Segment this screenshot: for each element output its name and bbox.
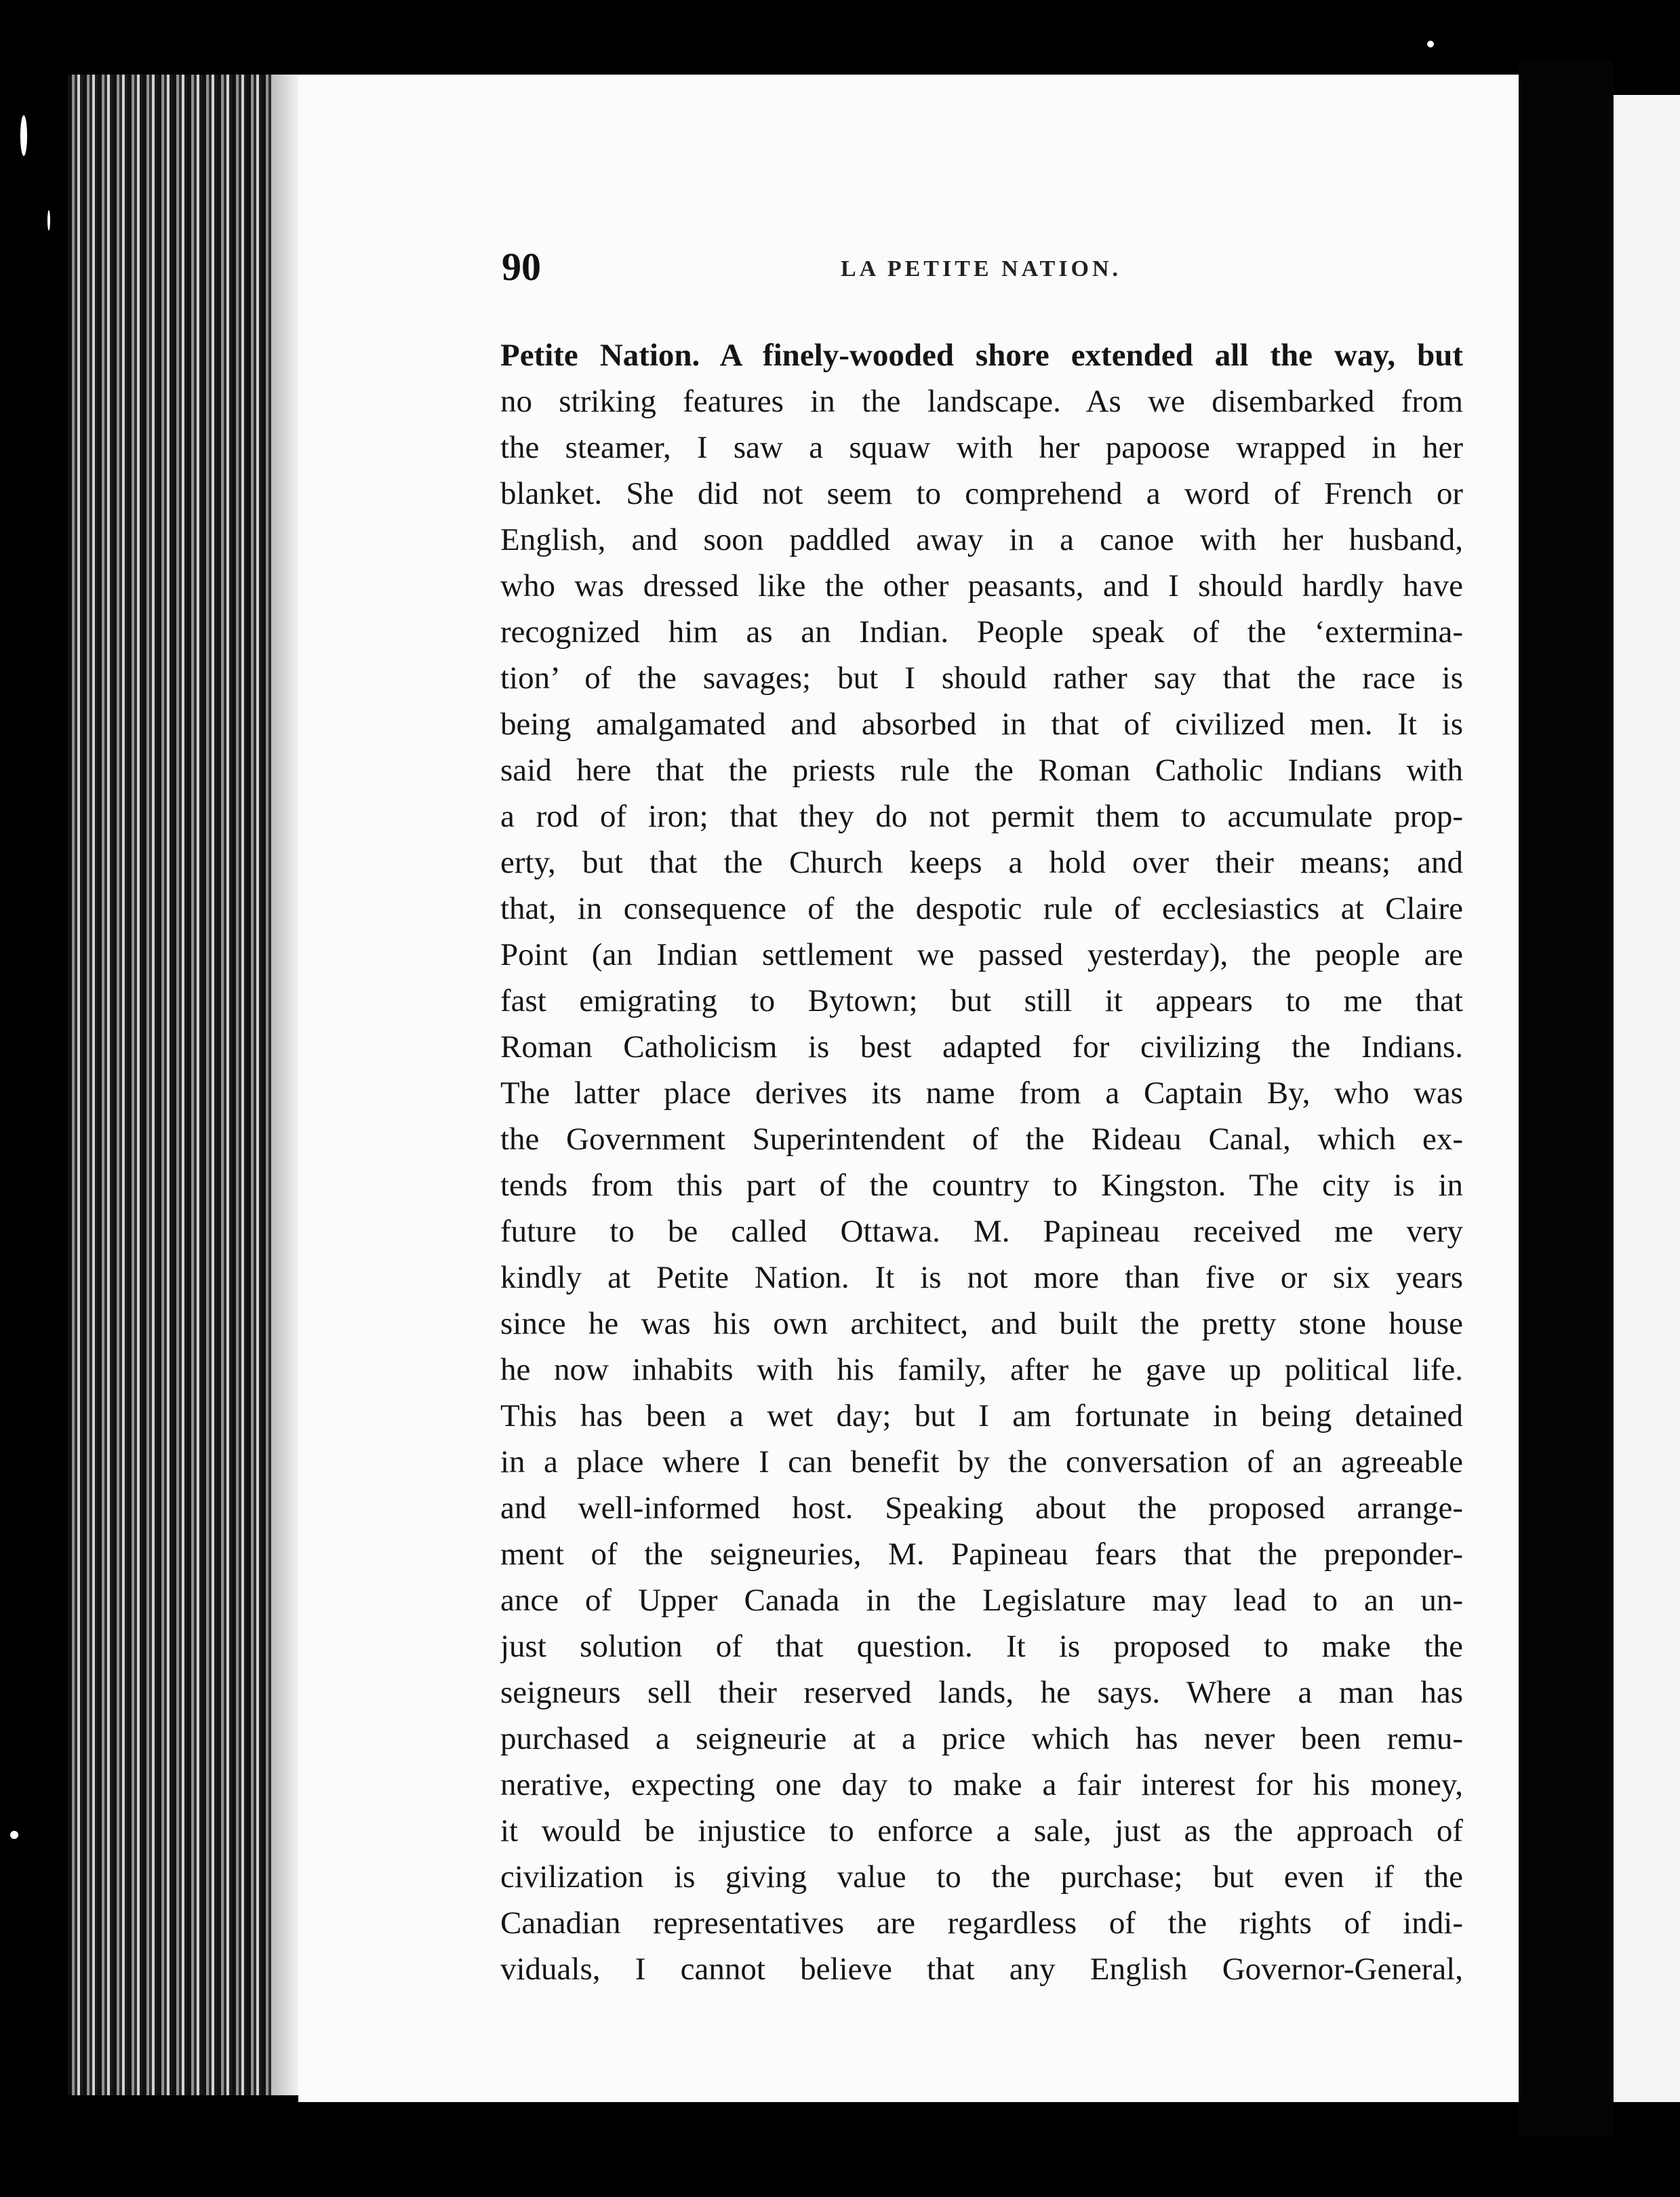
scan-artifact — [1427, 41, 1434, 47]
text-line: in a place where I can benefit by the conversation of an agreeable — [500, 1444, 1463, 1480]
text-line: being amalgamated and absorbed in that of civilized men. It is — [500, 707, 1463, 742]
text-line: The latter place derives its name from a Captain By, who was — [500, 1075, 1463, 1111]
text-line: nerative, expecting one day to make a fair interest for his money, — [500, 1767, 1463, 1802]
text-line: recognized him as an Indian. People speak of the ‘extermina- — [500, 614, 1463, 650]
text-line: said here that the priests rule the Roman Catholic Indians with — [500, 753, 1463, 788]
text-line: civilization is giving value to the purchase; but even if the — [500, 1859, 1463, 1895]
text-line: seigneurs sell their reserved lands, he says. Where a man has — [500, 1675, 1463, 1710]
text-line: purchased a seigneurie at a price which has never been remu- — [500, 1721, 1463, 1756]
page-number: 90 — [502, 245, 541, 289]
text-line: blanket. She did not seem to comprehend a word of French or — [500, 476, 1463, 511]
text-line: and well-informed host. Speaking about the proposed arrange- — [500, 1490, 1463, 1526]
scan-artifact — [20, 115, 27, 156]
text-line: ment of the seigneuries, M. Papineau fears that the preponder- — [500, 1537, 1463, 1572]
text-line: This has been a wet day; but I am fortunate in being detained — [500, 1398, 1463, 1433]
text-line: erty, but that the Church keeps a hold over their means; and — [500, 845, 1463, 880]
text-line: ance of Upper Canada in the Legislature may lead to an un- — [500, 1583, 1463, 1618]
scan-artifact — [47, 210, 50, 231]
page-gutter — [1519, 61, 1614, 2136]
text-line: viduals, I cannot believe that any English Governor-General, — [500, 1952, 1463, 1987]
text-line: a rod of iron; that they do not permit them to accumulate prop- — [500, 799, 1463, 834]
text-line: the Government Superintendent of the Rideau Canal, which ex- — [500, 1122, 1463, 1157]
facing-page-edge — [1614, 95, 1680, 2102]
text-line: who was dressed like the other peasants, and I should hardly have — [500, 568, 1463, 603]
text-line: it would be injustice to enforce a sale, just as the approach of — [500, 1813, 1463, 1848]
text-line: since he was his own architect, and built the pretty stone house — [500, 1306, 1463, 1341]
text-line: kindly at Petite Nation. It is not more than five or six years — [500, 1260, 1463, 1295]
text-line: Point (an Indian settlement we passed yesterday), the people are — [500, 937, 1463, 972]
text-line: Canadian representatives are regardless of the rights of indi- — [500, 1905, 1463, 1941]
text-line: fast emigrating to Bytown; but still it appears to me that — [500, 983, 1463, 1018]
book-page-edges — [68, 75, 298, 2095]
page-header — [502, 244, 1464, 298]
text-line: Petite Nation. A finely-wooded shore extended all the way, but — [500, 338, 1463, 373]
text-line: he now inhabits with his family, after he gave up political life. — [500, 1352, 1463, 1387]
text-line: Roman Catholicism is best adapted for civilizing the Indians. — [500, 1029, 1463, 1065]
scan-artifact — [10, 1831, 18, 1839]
text-line: that, in consequence of the despotic rule of ecclesiastics at Claire — [500, 891, 1463, 926]
text-line: just solution of that question. It is proposed to make the — [500, 1629, 1463, 1664]
text-line: tion’ of the savages; but I should rather say that the race is — [500, 660, 1463, 696]
running-head: LA PETITE NATION. — [841, 256, 1122, 281]
body-text — [500, 332, 1463, 1992]
text-line: English, and soon paddled away in a canoe with her husband, — [500, 522, 1463, 557]
text-line: the steamer, I saw a squaw with her papoose wrapped in her — [500, 430, 1463, 465]
text-line: future to be called Ottawa. M. Papineau received me very — [500, 1214, 1463, 1249]
text-line: no striking features in the landscape. As we disembarked from — [500, 384, 1463, 419]
text-line: tends from this part of the country to Kingston. The city is in — [500, 1168, 1463, 1203]
